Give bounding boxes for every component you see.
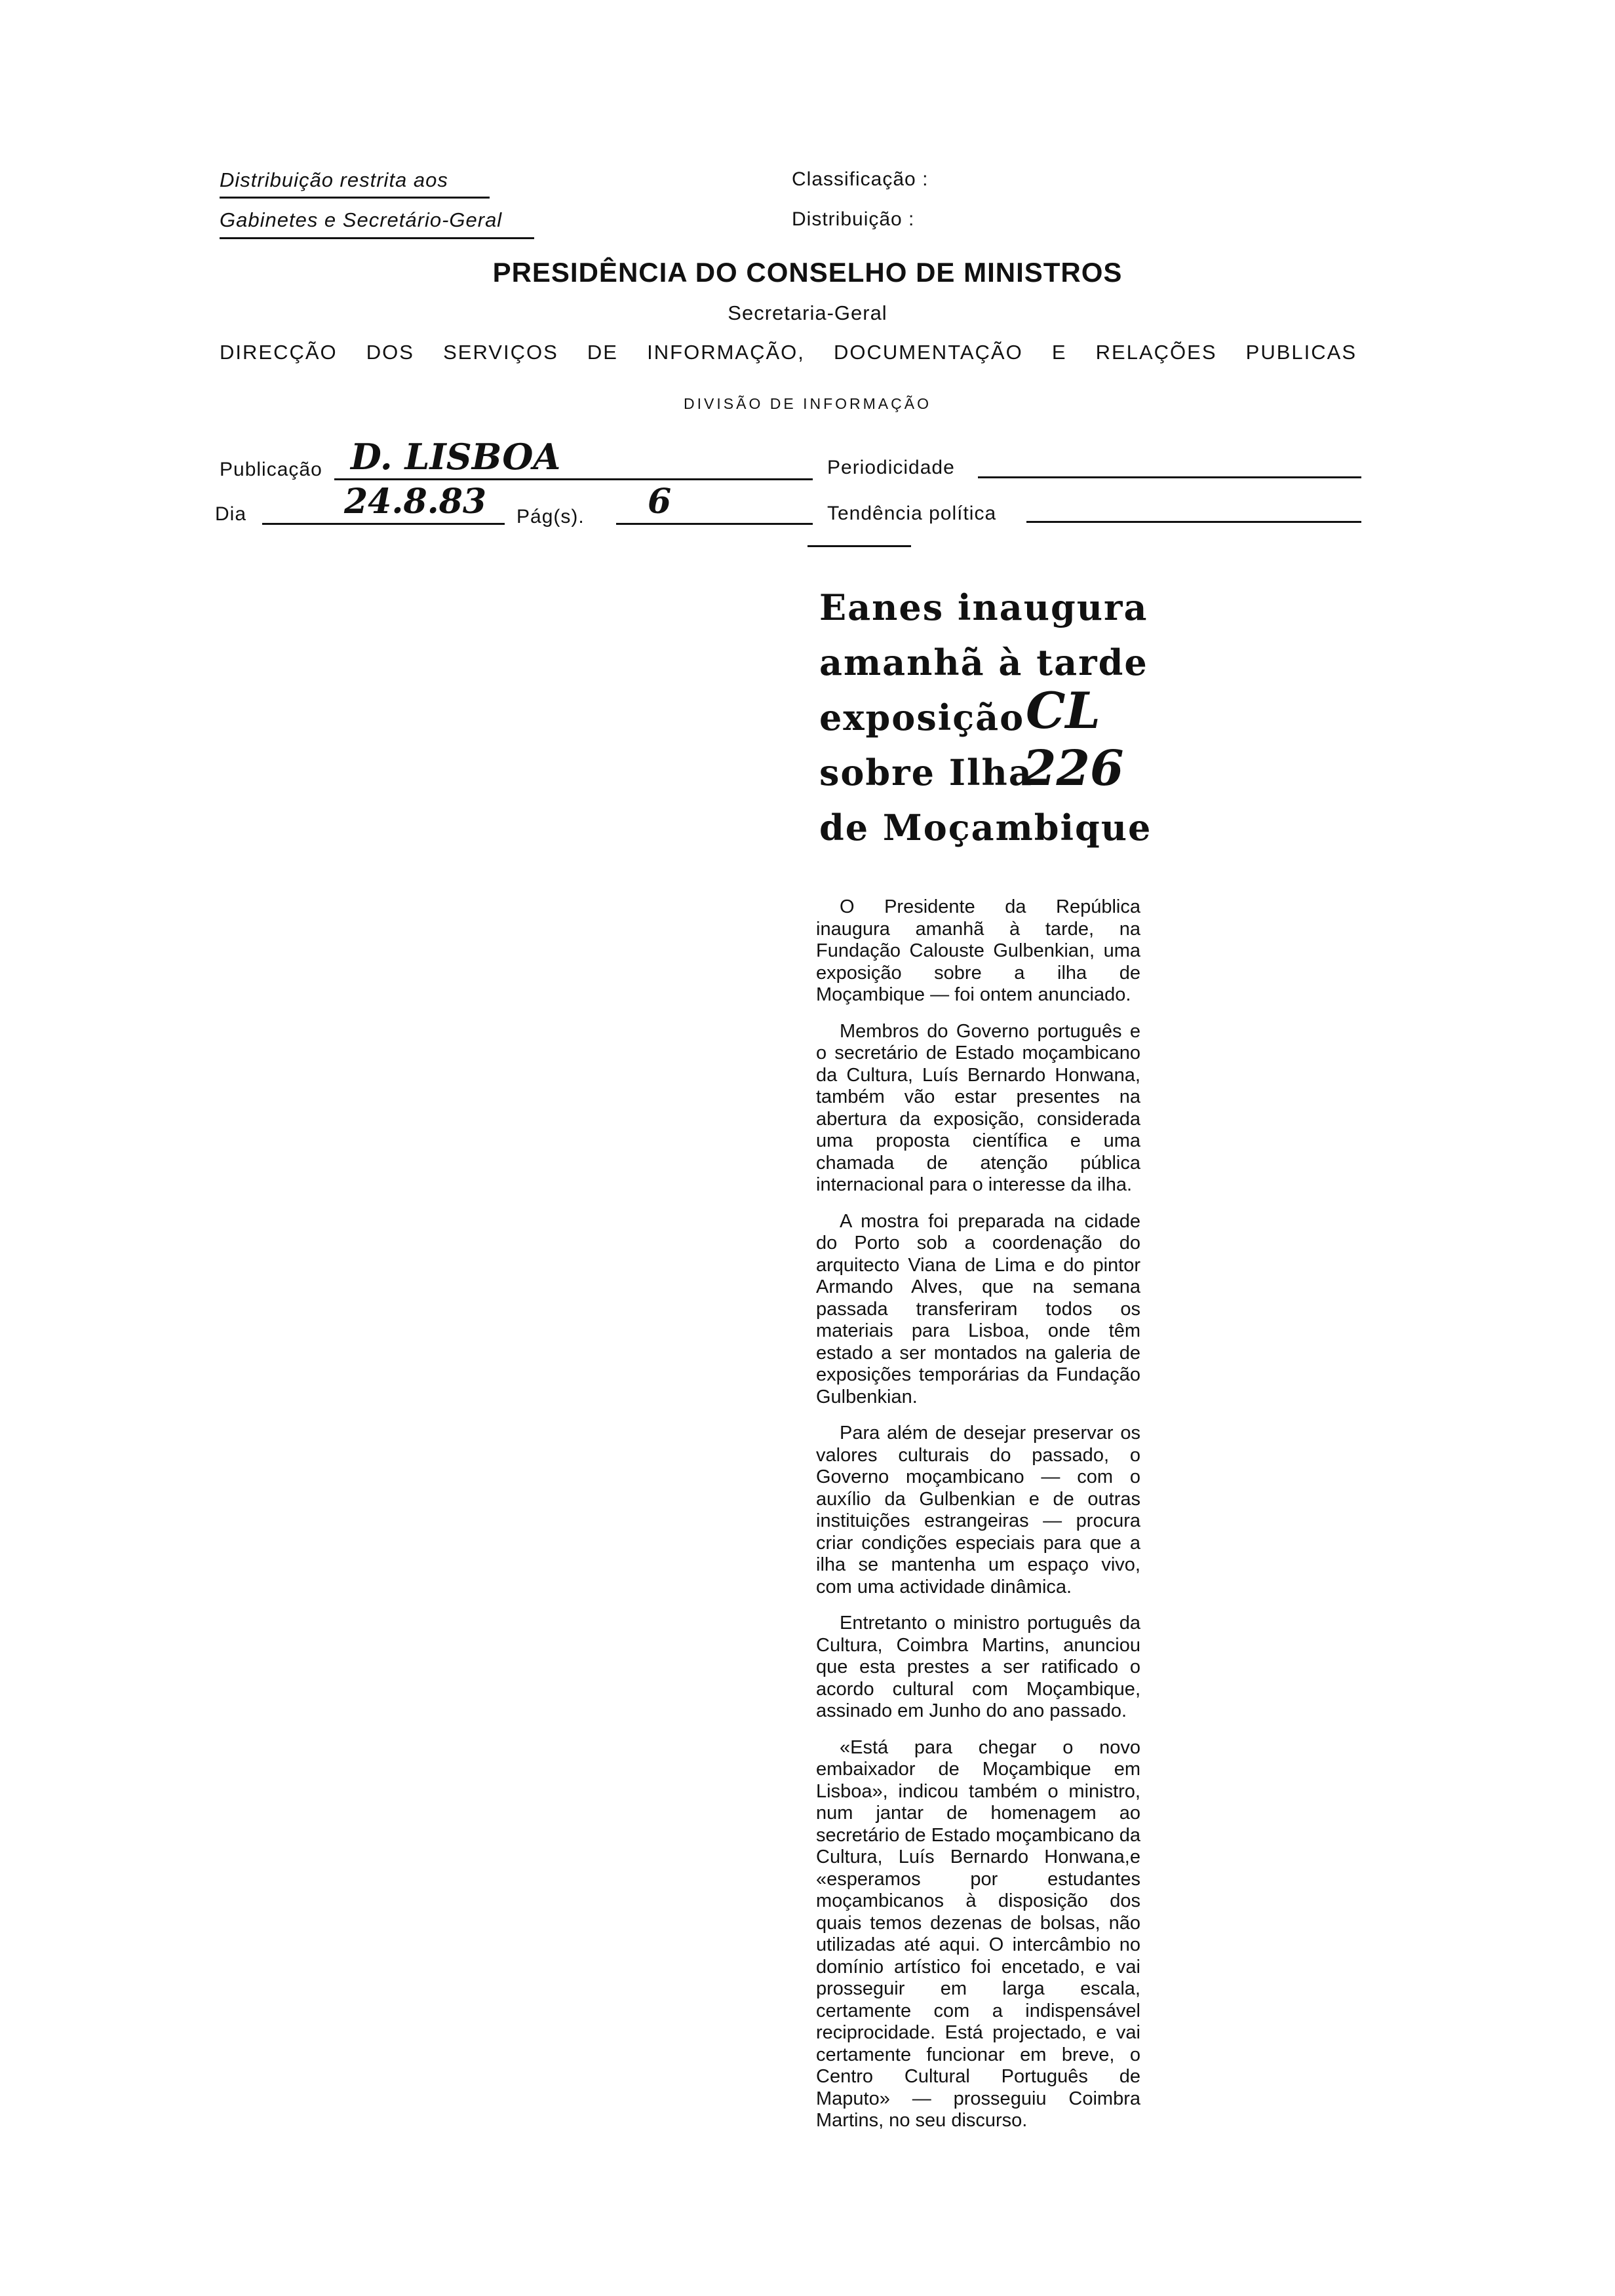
periodicity-label: Periodicidade [827, 457, 955, 478]
directorate-heading: DIRECÇÃO DOS SERVIÇOS DE INFORMAÇÃO, DOCUMENTAÇÃO E RELAÇÕES PUBLICAS [220, 341, 1357, 364]
day-handwritten-value: 24.8.83 [344, 482, 487, 522]
underline-divider [220, 237, 534, 239]
political-tendency-field-line [1026, 521, 1361, 523]
day-label: Dia [215, 503, 247, 525]
handwritten-clip-annotation: CL [1026, 681, 1100, 740]
article-paragraph: Entretanto o ministro português da Cultura, Coimbra Martins, anunciou que esta prestes a ser ratificado o acordo cultural com Moçambique, assinado em Junho do ano passado. [816, 1613, 1140, 1721]
article-paragraph: A mostra foi preparada na cidade do Porto sob a coordenação do arquitecto Viana de Lima e do pintor Armando Alves, que na semana passada transferiram todos os materiais para Lisboa, onde têm estado a ser montados na galeria de exposições temporárias da Fundação Gulbenkian. [816, 1210, 1140, 1407]
distribution-label: Distribuição : [792, 208, 915, 230]
article-paragraph: Para além de desejar preservar os valores culturais do passado, o Governo moçambicano — com o auxílio da Gulbenkian e de outras instituições estrangeiras — procura criar condições especiais para que a ilha se mantenha um espaço vivo, com uma actividade dinâmica. [816, 1423, 1140, 1598]
periodicity-field-line [978, 476, 1361, 478]
publication-handwritten-value: D. LISBOA [351, 436, 561, 478]
pages-field-line [616, 523, 813, 525]
pages-label: Pág(s). [516, 506, 585, 527]
article-paragraph: O Presidente da República inaugura amanhã à tarde, na Fundação Calouste Gulbenkian, uma exposição sobre a ilha de Moçambique — foi ontem anunciado. [816, 896, 1140, 1005]
publication-field-line [334, 478, 813, 480]
headline-line: de Moçambique [819, 807, 1152, 849]
division-heading: DIVISÃO DE INFORMAÇÃO [684, 395, 931, 412]
distribution-restriction-line-1: Distribuição restrita aos [220, 168, 448, 191]
page-title: PRESIDÊNCIA DO CONSELHO DE MINISTROS [492, 257, 1123, 288]
day-field-line [262, 523, 505, 525]
headline-line: amanhã à tarde [819, 641, 1148, 683]
article-paragraph: Membros do Governo português e o secretário de Estado moçambicano da Cultura, Luís Bernardo Honwana, também vão estar presentes na abertura da exposição, considerada uma proposta científica e uma chamada de atenção pública internacional para o interesse da ilha. [816, 1020, 1140, 1195]
divider-rule [808, 545, 911, 547]
pages-handwritten-value: 6 [648, 482, 672, 522]
article-body [816, 896, 1140, 2147]
page-subtitle: Secretaria-Geral [728, 301, 887, 324]
article-paragraph: «Está para chegar o novo embaixador de Moçambique em Lisboa», indicou também o ministro, num jantar de homenagem ao secretário de Estado moçambicano da Cultura, Luís Bernardo Honwana,e «esperamos por estudantes moçambicanos à disposição dos quais temos dezenas de bolsas, não utilizadas até aqui. O intercâmbio no domínio artístico foi encetado, e vai prosseguir em larga escala, certamente com a indispensável reciprocidade. Está projectado, e vai certamente funcionar em breve, o Centro Cultural Português de Maputo» — prosseguiu Coimbra Martins, no seu discurso. [816, 1736, 1140, 2131]
headline-line: Eanes inaugura [819, 586, 1148, 628]
publication-label: Publicação [220, 459, 322, 480]
distribution-restriction-line-2: Gabinetes e Secretário-Geral [220, 208, 503, 231]
underline-divider [220, 197, 490, 199]
classification-label: Classificação : [792, 168, 929, 190]
headline-line: exposição [819, 697, 1025, 738]
handwritten-number-annotation: 226 [1022, 740, 1124, 797]
article-headline [819, 580, 1186, 855]
political-tendency-label: Tendência política [827, 503, 997, 524]
headline-line: sobre Ilha [819, 752, 1033, 794]
